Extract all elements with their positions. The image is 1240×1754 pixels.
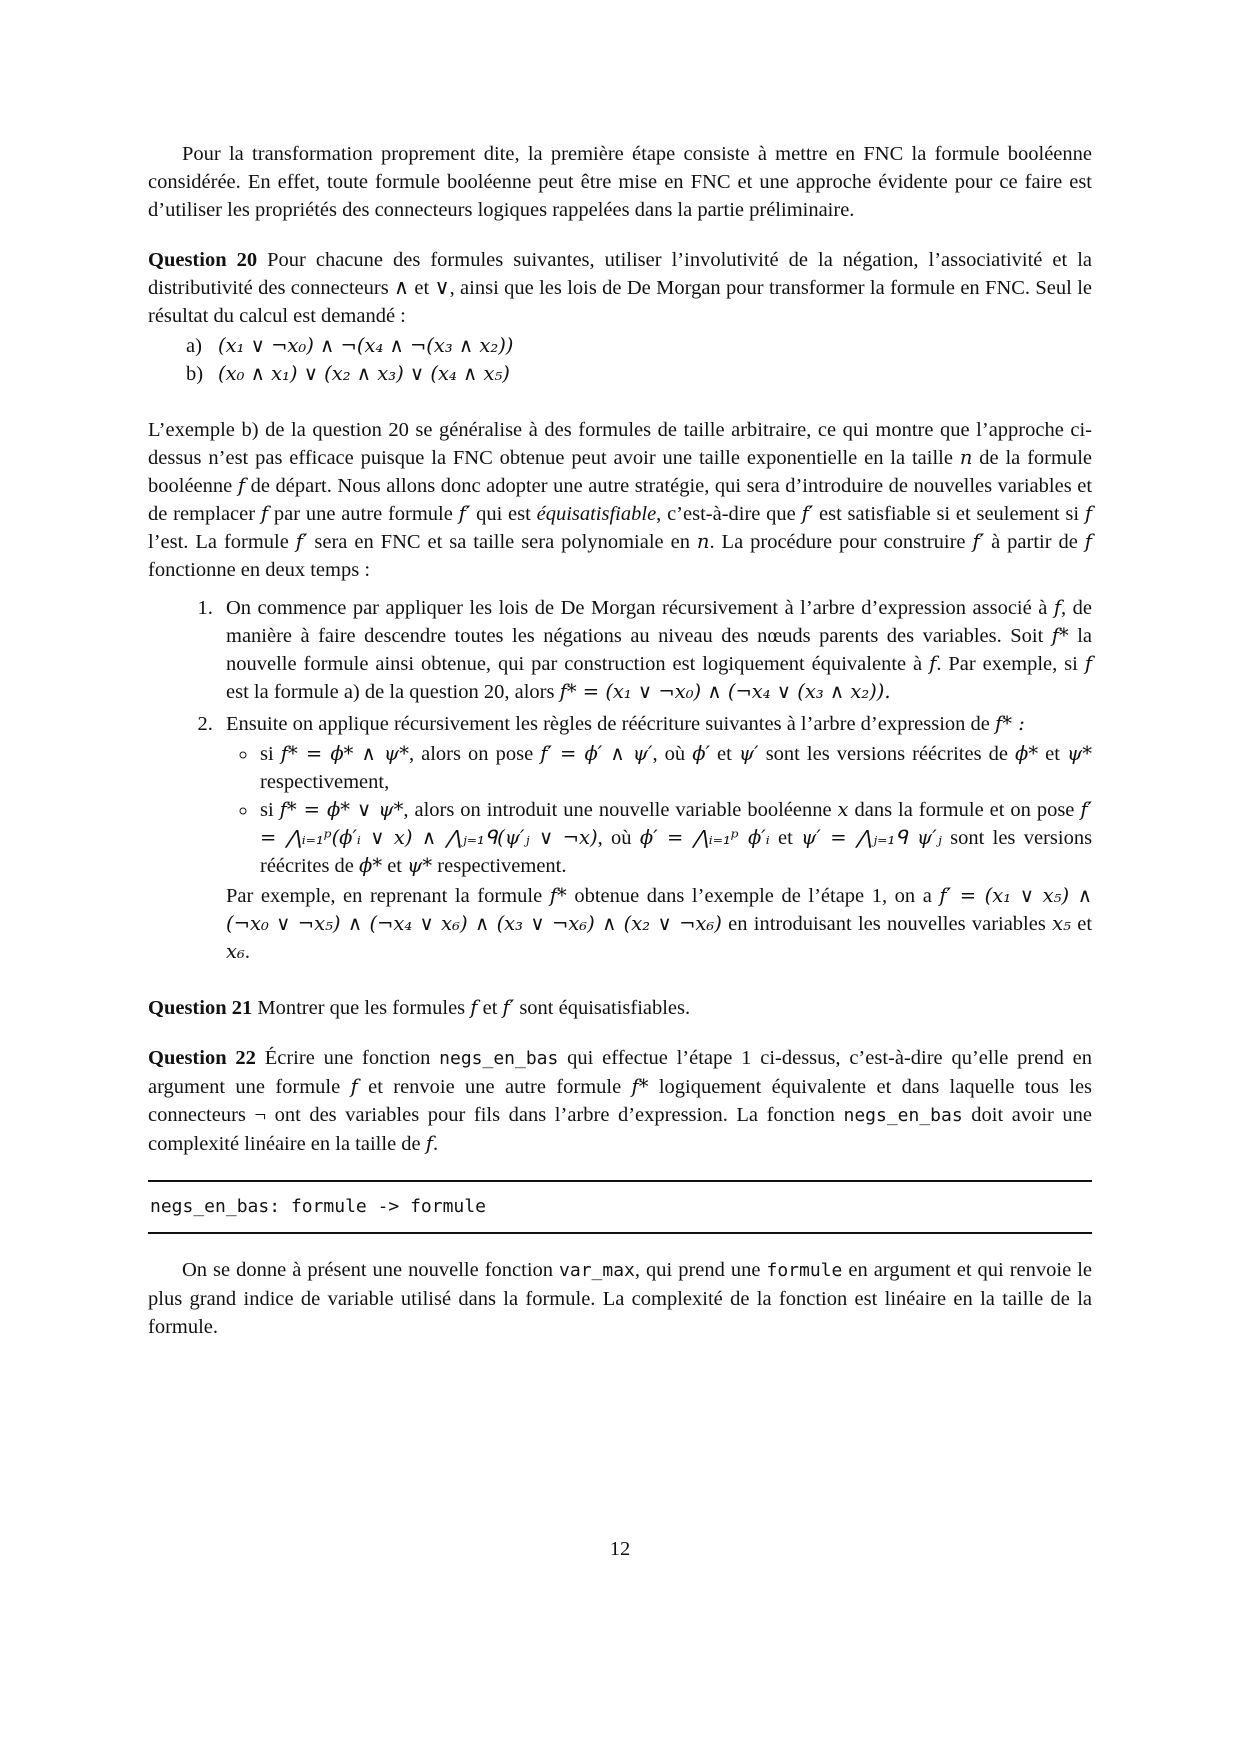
text: respectivement, — [260, 771, 390, 793]
math-f: f — [929, 652, 937, 675]
question-20-text: Pour chacune des formules suivantes, utiliser l’involutivité de la négation, l’associativité et la distributivité des connecteurs ∧ et ∨, ainsi que les lois de De Morgan pour transformer la formule en FNC. Seul le résultat du calcul est demandé : — [148, 249, 1092, 327]
question-20-label: Question 20 — [148, 249, 258, 271]
text: respectivement. — [437, 855, 567, 877]
list-item — [148, 360, 1092, 388]
formula: f* = ϕ* ∨ ψ* — [279, 798, 404, 821]
text: , où — [597, 827, 632, 849]
strategy-paragraph — [148, 416, 1092, 584]
math-f: f — [1084, 530, 1093, 553]
text: , c’est-à-dire que — [656, 503, 796, 525]
text: sont les versions réécrites de — [260, 827, 1093, 877]
text: de départ. Nous allons donc adopter une autre stratégie, qui sera d’introduire de nouvelles variables et de remplacer — [148, 475, 1093, 525]
math-fprime: f′ — [295, 530, 308, 553]
text: en argument et qui renvoie le plus grand indice de variable utilisé dans la formule. La complexité de la fonction est linéaire en la taille de la formule. — [148, 1259, 1092, 1338]
text: est satisfiable si et seulement si — [819, 503, 1080, 525]
text: de la formule booléenne — [148, 447, 1092, 497]
item-label: a) — [186, 335, 202, 357]
text: et — [1045, 743, 1060, 765]
math-fprime: f′ — [972, 530, 985, 553]
question-21 — [148, 994, 1092, 1022]
list-item — [258, 740, 1092, 796]
type-name: formule — [766, 1260, 843, 1281]
text: la nouvelle formule ainsi obtenue, qui par construction est logiquement équivalente à — [226, 625, 1093, 675]
text: . Par exemple, si — [936, 653, 1078, 675]
formula: f* = (x₁ ∨ ¬x₀) ∧ (¬x₄ ∨ (x₃ ∧ x₂)). — [559, 680, 891, 703]
final-paragraph — [148, 1256, 1092, 1341]
function-signature: negs_en_bas: formule -> formule — [150, 1196, 486, 1217]
question-21-label: Question 21 — [148, 997, 253, 1019]
formula: ψ′ = ⋀ⱼ₌₁ᑫ ψ′ⱼ — [801, 826, 942, 849]
math-f: f — [260, 502, 269, 525]
text: fonctionne en deux temps : — [148, 559, 371, 581]
item-label: b) — [186, 363, 204, 385]
formula: ϕ′ = ⋀ᵢ₌₁ᵖ ϕ′ᵢ — [639, 826, 770, 849]
function-name: negs_en_bas — [843, 1105, 963, 1126]
formula: (x₀ ∧ x₁) ∨ (x₂ ∧ x₃) ∨ (x₄ ∧ x₅) — [218, 362, 510, 385]
text: Écrire une fonction — [264, 1047, 431, 1069]
formula: f* = ϕ* ∧ ψ* — [280, 742, 409, 765]
math-x: x — [837, 798, 849, 821]
math-psistar: ψ* — [407, 854, 433, 877]
formula: f′ = (x₁ ∨ x₅) ∧ (¬x₀ ∨ ¬x₅) ∧ (¬x₄ ∨ x₆) ∧ (x₃ ∨ ¬x₆) ∧ (x₂ ∨ ¬x₆) — [226, 884, 1093, 935]
text: par une autre formule — [273, 503, 453, 525]
formula: f′ = ⋀ᵢ₌₁ᵖ(ϕ′ᵢ ∨ x) ∧ ⋀ⱼ₌₁ᑫ(ψ′ⱼ ∨ ¬x) — [260, 798, 1092, 849]
text: qui est — [476, 503, 531, 525]
math-n: n — [959, 446, 973, 469]
text: obtenue dans l’exemple de l’étape 1, on a — [574, 885, 932, 907]
function-name: var_max — [559, 1260, 635, 1281]
function-name: negs_en_bas — [439, 1048, 559, 1069]
text: et renvoie une autre formule — [368, 1076, 622, 1098]
document-page — [148, 140, 1092, 1341]
math-fprime: f′ — [502, 996, 515, 1019]
text: en introduisant les nouvelles variables — [728, 913, 1046, 935]
rewrite-rules — [226, 740, 1092, 880]
formula: f′ = ϕ′ ∧ ψ′ — [540, 742, 653, 765]
text: doit avoir une complexité linéaire en la taille de — [148, 1104, 1092, 1155]
math-fstar: f* — [549, 884, 567, 907]
question-20-items — [148, 332, 1092, 388]
text: l’est. La formule — [148, 531, 289, 553]
math-fstar: f* — [631, 1075, 649, 1098]
math-phistar: ϕ* — [359, 854, 383, 877]
text: et — [387, 855, 402, 877]
text: , de manière à faire descendre toutes les négations au niveau des nœuds parents des variables. Soit — [226, 597, 1093, 647]
math-x5: x₅ — [1052, 912, 1071, 935]
list-item — [258, 796, 1092, 880]
math-f: f — [237, 474, 246, 497]
math-x6: x₆ — [226, 940, 245, 963]
text: , alors on pose — [408, 743, 534, 765]
emphasis: équisatisfiable — [536, 503, 657, 525]
math-fstar: f* — [1051, 624, 1069, 647]
procedure-steps — [148, 594, 1092, 966]
text: Par exemple, en reprenant la formule — [226, 885, 543, 907]
text: sont équisatisfiables. — [519, 997, 691, 1019]
text: , où — [652, 743, 686, 765]
math-f: f — [425, 1132, 433, 1155]
text: Montrer que les formules — [257, 997, 466, 1019]
intro-paragraph: Pour la transformation proprement dite, la première étape consiste à mettre en FNC la formule booléenne considérée. En effet, toute formule booléenne peut être mise en FNC et une approche évidente pour ce faire est d’utiliser les propriétés des connecteurs logiques rappelées dans la partie préliminaire. — [148, 143, 1092, 221]
text: dans la formule et on pose — [854, 799, 1075, 821]
text: On commence par appliquer les lois de De Morgan récursivement à l’arbre d’expression associé à — [226, 597, 1048, 619]
math-phiprime: ϕ′ — [692, 742, 710, 765]
text: sont les versions réécrites de — [765, 743, 1008, 765]
step-1 — [218, 594, 1092, 706]
text: et — [482, 997, 498, 1019]
math-fstar: f* : — [995, 712, 1025, 735]
text: , qui prend une — [634, 1259, 761, 1281]
math-f: f — [1084, 652, 1093, 675]
math-psiprime: ψ′ — [738, 742, 759, 765]
math-psistar: ψ* — [1067, 742, 1093, 765]
text: L’exemple b) de la question 20 se généralise à des formules de taille arbitraire, ce qui montre que l’approche ci-dessus n’est pas efficace puisque la FNC obtenue peut avoir une taille exponentielle en la taille — [148, 419, 1092, 469]
formula: (x₁ ∨ ¬x₀) ∧ ¬(x₄ ∧ ¬(x₃ ∧ x₂)) — [218, 334, 514, 357]
math-fprime: f′ — [458, 502, 471, 525]
text: et — [778, 827, 793, 849]
math-phistar: ϕ* — [1015, 742, 1039, 765]
question-22 — [148, 1044, 1092, 1158]
text: qui effectue l’étape 1 ci-dessus, c’est-à-dire qu’elle prend en argument une formule — [148, 1047, 1093, 1098]
text: . — [432, 1133, 439, 1155]
question-22-label: Question 22 — [148, 1047, 256, 1069]
text: . La procédure pour construire — [709, 531, 966, 553]
text: sera en FNC et sa taille sera polynomiale en — [314, 531, 690, 553]
text: . — [244, 941, 250, 963]
list-item — [148, 332, 1092, 360]
math-f: f — [1053, 596, 1062, 619]
text: Ensuite on applique récursivement les règles de réécriture suivantes à l’arbre d’expression de — [226, 713, 990, 735]
text: logiquement équivalente et dans laquelle tous les connecteurs ¬ ont des variables pour fils dans l’arbre d’expression. La fonction — [148, 1076, 1093, 1126]
math-fprime: f′ — [801, 502, 814, 525]
text: si — [260, 743, 274, 765]
text: est la formule a) de la question 20, alors — [226, 681, 555, 703]
question-20 — [148, 246, 1092, 330]
text: , alors on introduit une nouvelle variable booléenne — [403, 799, 832, 821]
text: et — [717, 743, 732, 765]
math-f: f — [470, 996, 478, 1019]
math-f: f — [1084, 502, 1093, 525]
page-number: 12 — [609, 1538, 631, 1560]
function-signature-box — [148, 1180, 1092, 1234]
text: On se donne à présent une nouvelle fonction — [182, 1259, 554, 1281]
text: à partir de — [991, 531, 1078, 553]
math-n: n — [696, 530, 710, 553]
text: si — [260, 799, 274, 821]
text: et — [1077, 913, 1093, 935]
math-f: f — [350, 1075, 358, 1098]
step-2 — [218, 710, 1092, 966]
